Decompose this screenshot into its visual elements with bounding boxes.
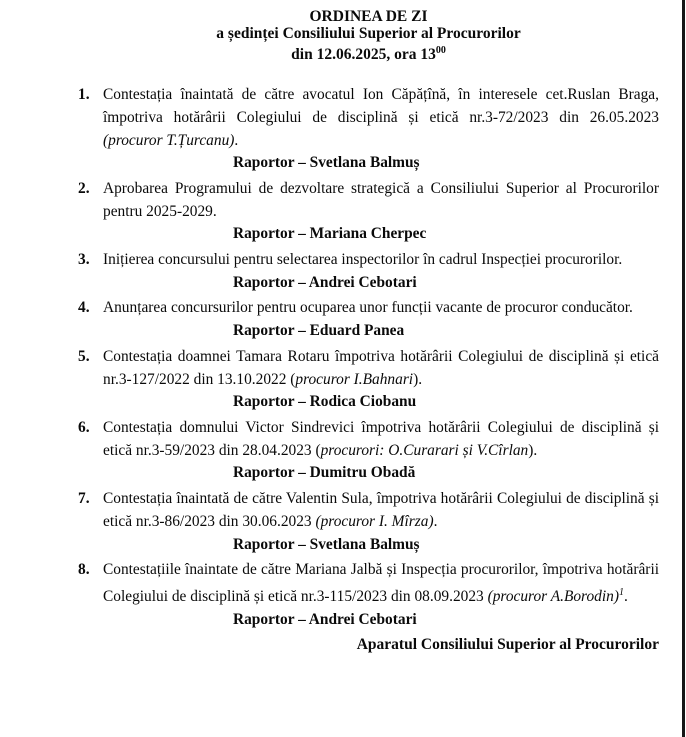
item-number: 6. xyxy=(78,419,90,436)
item-text: Inițierea concursului pentru selectarea inspectorilor în cadrul Inspecției procurorilor. xyxy=(103,251,623,269)
agenda-list xyxy=(78,84,659,631)
agenda-item xyxy=(78,297,659,342)
item-text: Aprobarea Programului de dezvoltare strategică a Consiliului Superior al Procurorilor pentru 2025-2029. xyxy=(103,179,659,220)
doc-title: ORDINEA DE ZI xyxy=(309,8,428,25)
agenda-item xyxy=(78,178,659,246)
item-text: Contestația înaintată de către Valentin Sula, împotriva hotărârii Colegiului de disciplină și etică nr.3-86/2023 din 30.06.2023 (procuror I. Mîrza). xyxy=(103,490,659,530)
agenda-item xyxy=(78,559,659,631)
time-superscript: 00 xyxy=(435,45,446,56)
item-number: 2. xyxy=(78,179,90,197)
item-text: Contestația înaintată de către avocatul Ion Căpățînă, în interesele cet.Ruslan Braga, împotriva hotărârii Colegiului de disciplină și etică nr.3-72/2023 din 26.05.2023 (procuror T.Țurcanu). xyxy=(103,86,659,149)
item-raportor: Raportor – Svetlana Balmuș xyxy=(233,535,420,553)
item-text: Anunțarea concursurilor pentru ocuparea unor funcții vacante de procuror conducător. xyxy=(103,299,633,317)
agenda-item xyxy=(78,488,659,556)
item-raportor: Raportor – Svetlana Balmuș xyxy=(233,154,420,172)
item-number: 3. xyxy=(78,251,90,269)
footer-signature: Aparatul Consiliului Superior al Procurorilor xyxy=(356,636,659,654)
item-raportor: Raportor – Mariana Cherpec xyxy=(233,225,427,243)
agenda-item xyxy=(78,84,659,175)
item-text: Contestațiile înaintate de către Mariana Jalbă și Inspecția procurorilor, împotriva hotărârii Colegiului de disciplină și etică nr.3-115/2023 din 08.09.2023 (procuror A.Borodin)$^1$. xyxy=(103,561,659,606)
item-number: 5. xyxy=(78,347,90,365)
doc-dateline: din 12.06.2025, ora $13^{00}$ xyxy=(291,45,446,64)
item-number: 7. xyxy=(78,490,90,508)
item-raportor: Raportor – Andrei Cebotari xyxy=(233,610,417,628)
item-number: 4. xyxy=(78,299,90,317)
item-raportor: Raportor – Rodica Ciobanu xyxy=(233,393,417,411)
document-header xyxy=(78,8,659,63)
doc-subtitle: a ședinței Consiliului Superior al Procurorilor xyxy=(216,25,521,42)
agenda-item xyxy=(78,417,659,485)
item-raportor: Raportor – Eduard Panea xyxy=(233,322,405,340)
agenda-item xyxy=(78,249,659,294)
item-text: Contestația domnului Victor Sindrevici împotriva hotărârii Colegiului de disciplină și etică nr.3-59/2023 din 28.04.2023 (procurori: O.Curarari și V.Cîrlan). xyxy=(103,419,659,459)
item-number: 8. xyxy=(78,561,90,579)
page-right-border xyxy=(682,0,685,737)
item-raportor: Raportor – Dumitru Obadă xyxy=(233,464,416,482)
agenda-item xyxy=(78,346,659,414)
item-text: Contestația doamnei Tamara Rotaru împotriva hotărârii Colegiului de disciplină și etică nr.3-127/2022 din 13.10.2022 (procuror I.Bahnari). xyxy=(103,347,659,388)
footnote-reference: 1 xyxy=(618,586,624,598)
item-number: 1. xyxy=(78,86,90,104)
item-raportor: Raportor – Andrei Cebotari xyxy=(233,273,417,291)
